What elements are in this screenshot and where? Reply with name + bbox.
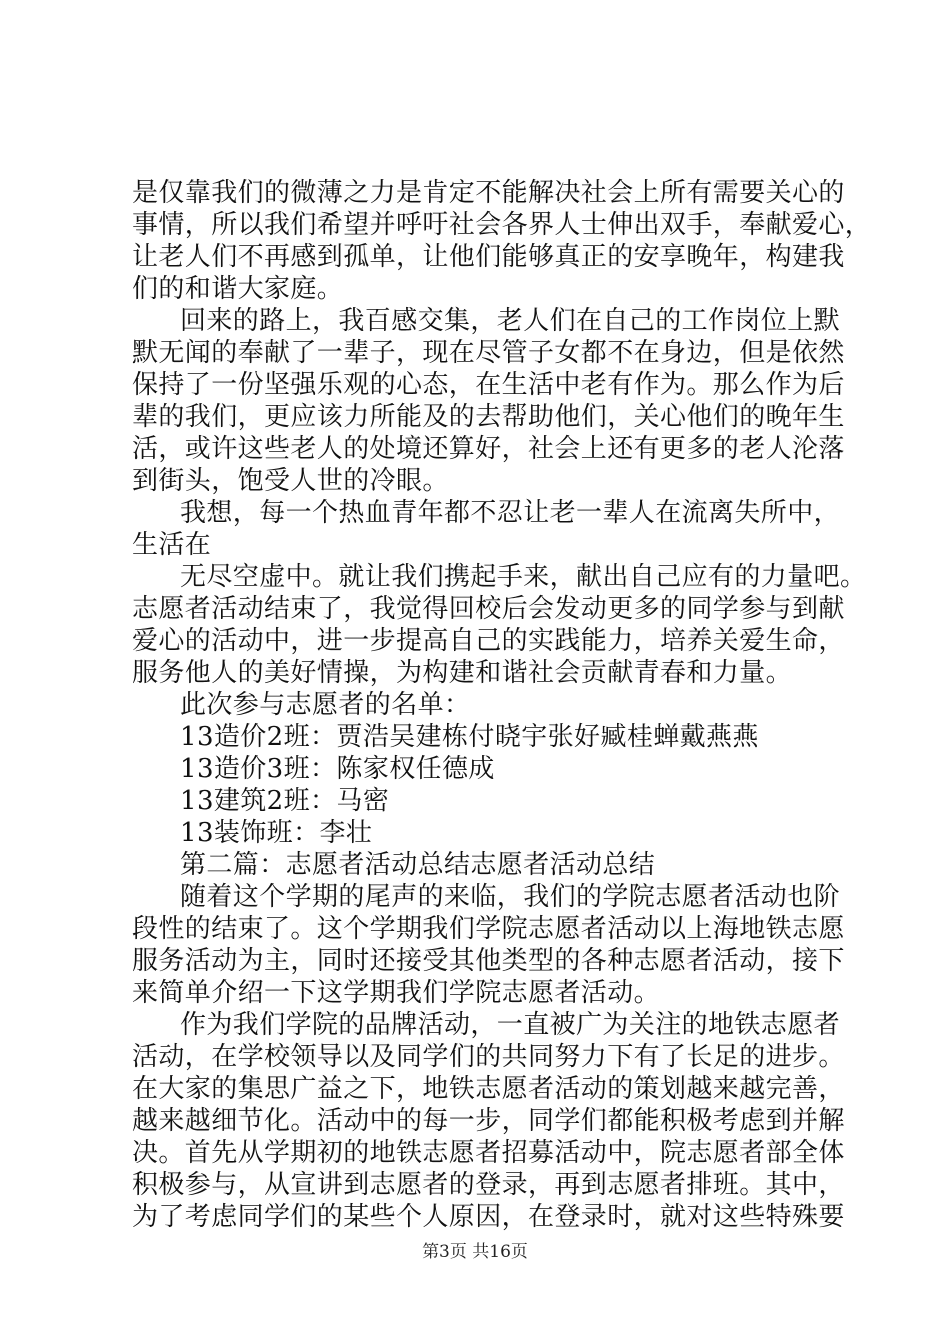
text-line: 爱心的活动中，进一步提高自己的实践能力，培养关爱生命， [132, 626, 845, 656]
text-line: 随着这个学期的尾声的来临，我们的学院志愿者活动也阶 [180, 882, 841, 912]
text-line: 事情，所以我们希望并呼吁社会各界人士伸出双手，奉献爱心， [132, 210, 872, 240]
text-line: 来简单介绍一下这学期我们学院志愿者活动。 [132, 978, 661, 1008]
text-line: 积极参与，从宣讲到志愿者的登录，再到志愿者排班。其中， [132, 1170, 845, 1200]
text-line: 生活在 [132, 530, 212, 560]
volunteer-list-item: 13建筑2班：马密 [180, 786, 390, 816]
text-line: 在大家的集思广益之下，地铁志愿者活动的策划越来越完善， [132, 1074, 845, 1104]
page-number: 第3页 共16页 [422, 1242, 528, 1262]
volunteer-list-heading: 此次参与志愿者的名单： [180, 690, 471, 720]
text-line: 服务活动为主，同时还接受其他类型的各种志愿者活动，接下 [132, 946, 845, 976]
text-line: 回来的路上，我百感交集，老人们在自己的工作岗位上默 [180, 306, 841, 336]
text-line: 默无闻的奉献了一辈子，现在尽管子女都不在身边，但是依然 [132, 338, 845, 368]
text-line: 活，或许这些老人的处境还算好，社会上还有更多的老人沦落 [132, 434, 845, 464]
volunteer-list-item: 13造价3班：陈家权任德成 [180, 754, 495, 784]
text-line: 活动，在学校领导以及同学们的共同努力下有了长足的进步。 [132, 1042, 845, 1072]
text-line: 越来越细节化。活动中的每一步，同学们都能积极考虑到并解 [132, 1106, 845, 1136]
text-line: 段性的结束了。这个学期我们学院志愿者活动以上海地铁志愿 [132, 914, 845, 944]
text-line: 志愿者活动结束了，我觉得回校后会发动更多的同学参与到献 [132, 594, 845, 624]
page-footer [0, 1240, 950, 1264]
section-heading: 第二篇：志愿者活动总结志愿者活动总结 [180, 850, 656, 880]
text-line: 让老人们不再感到孤单，让他们能够真正的安享晚年，构建我 [132, 242, 845, 272]
text-line: 无尽空虚中。就让我们携起手来，献出自己应有的力量吧。 [180, 562, 867, 592]
text-line: 决。首先从学期初的地铁志愿者招募活动中，院志愿者部全体 [132, 1138, 845, 1168]
text-line: 们的和谐大家庭。 [132, 274, 344, 304]
text-line: 保持了一份坚强乐观的心态，在生活中老有作为。那么作为后 [132, 370, 845, 400]
text-line: 我想，每一个热血青年都不忍让老一辈人在流离失所中， [180, 498, 841, 528]
volunteer-list-item: 13造价2班：贾浩吴建栋付晓宇张好臧桂蝉戴燕燕 [180, 722, 759, 752]
text-line: 是仅靠我们的微薄之力是肯定不能解决社会上所有需要关心的 [132, 178, 845, 208]
volunteer-list-item: 13装饰班：李壮 [180, 818, 373, 848]
text-line: 辈的我们，更应该力所能及的去帮助他们，关心他们的晚年生 [132, 402, 845, 432]
text-line: 为了考虑同学们的某些个人原因，在登录时，就对这些特殊要 [132, 1202, 845, 1232]
text-line: 服务他人的美好情操，为构建和谐社会贡献青春和力量。 [132, 658, 793, 688]
text-line: 到街头，饱受人世的冷眼。 [132, 466, 449, 496]
text-line: 作为我们学院的品牌活动，一直被广为关注的地铁志愿者 [180, 1010, 841, 1040]
